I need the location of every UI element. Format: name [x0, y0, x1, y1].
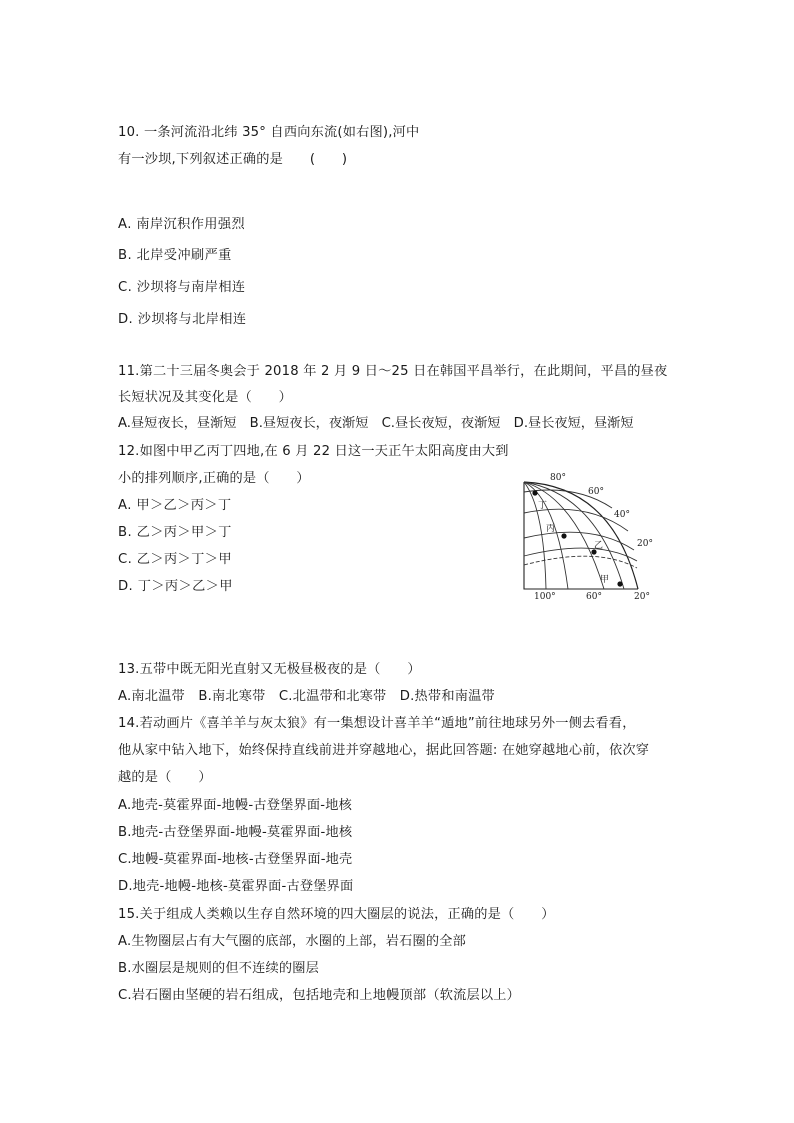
q14-stem-line2: 他从家中钻入地下，始终保持直线前进并穿越地心，据此回答题: 在她穿越地心前，依次穿 — [118, 743, 650, 758]
q10-option-b: B. 北岸受冲刷严重 — [118, 248, 232, 263]
q12-stem-line1: 12.如图中甲乙丙丁四地,在 6 月 22 日这一天正午太阳高度由大到 — [118, 444, 509, 459]
q11-stem-line2: 长短状况及其变化是（ ） — [118, 390, 293, 405]
q10-option-c: C. 沙坝将与南岸相连 — [118, 280, 246, 295]
lon-label-20: 20° — [634, 592, 650, 602]
q12-option-b: B. 乙＞丙＞甲＞丁 — [118, 525, 232, 540]
label-jia: 甲 — [600, 575, 610, 585]
q12-option-a: A. 甲＞乙＞丙＞丁 — [118, 498, 232, 513]
point-bing — [561, 533, 566, 538]
label-yi: 乙 — [594, 541, 604, 551]
q14-option-a: A.地壳-莫霍界面-地幔-古登堡界面-地核 — [118, 798, 353, 813]
lon-label-60: 60° — [586, 592, 602, 602]
q13-stem: 13.五带中既无阳光直射又无极昼极夜的是（ ） — [118, 662, 421, 677]
q14-stem-line3: 越的是（ ） — [118, 770, 212, 785]
latitude-40-line — [524, 532, 634, 550]
q11-stem-line1: 11.第二十三届冬奥会于 2018 年 2 月 9 日～25 日在韩国平昌举行，在此期间，平昌的昼夜 — [118, 364, 668, 379]
meridian-100-line — [524, 482, 568, 589]
q15-option-b: B.水圈层是规则的但不连续的圈层 — [118, 961, 320, 976]
q14-option-d: D.地壳-地幔-地核-莫霍界面-古登堡界面 — [118, 879, 354, 894]
q15-option-c: C.岩石圈由坚硬的岩石组成，包括地壳和上地幔顶部（软流层以上） — [118, 988, 521, 1003]
q10-stem-line1: 10. 一条河流沿北纬 35° 自西向东流(如右图),河中 — [118, 125, 420, 140]
lat-label-40: 40° — [614, 510, 630, 520]
q14-option-b: B.地壳-古登堡界面-地幔-莫霍界面-地核 — [118, 825, 353, 840]
lon-label-100: 100° — [534, 592, 556, 602]
q13-options: A.南北温带 B.南北寒带 C.北温带和北寒带 D.热带和南温带 — [118, 689, 495, 704]
q12-stem-line2: 小的排列顺序,正确的是（ ） — [118, 471, 310, 486]
point-jia — [617, 581, 622, 586]
point-ding — [532, 490, 537, 495]
lat-label-60: 60° — [588, 487, 604, 497]
q12-option-c: C. 乙＞丙＞丁＞甲 — [118, 552, 232, 567]
lat-label-20: 20° — [637, 539, 653, 549]
meridian-20-line — [524, 482, 624, 589]
q10-option-d: D. 沙坝将与北岸相连 — [118, 312, 247, 327]
q10-option-a: A. 南岸沉积作用强烈 — [118, 217, 246, 232]
tropic-dashed-line — [524, 556, 637, 568]
label-bing: 丙 — [546, 524, 556, 534]
q15-stem: 15.关于组成人类赖以生存自然环境的四大圈层的说法，正确的是（ ） — [118, 907, 555, 922]
q14-stem-line1: 14.若动画片《喜羊羊与灰太狼》有一集想设计喜羊羊“遁地”前往地球另外一侧去看看， — [118, 716, 636, 731]
q11-options: A.昼短夜长，昼渐短 B.昼短夜长，夜渐短 C.昼长夜短，夜渐短 D.昼长夜短，昼渐短 — [118, 416, 634, 431]
label-ding: 丁 — [538, 501, 548, 511]
q15-option-a: A.生物圈层占有大气圈的底部，水圈的上部，岩石圈的全部 — [118, 934, 467, 949]
graticule-diagram — [516, 468, 666, 602]
q12-option-d: D. 丁＞丙＞乙＞甲 — [118, 579, 233, 594]
q10-stem-line2: 有一沙坝,下列叙述正确的是 ( ) — [118, 152, 348, 167]
latitude-20-line — [524, 548, 637, 561]
q14-option-c: C.地幔-莫霍界面-地核-古登堡界面-地壳 — [118, 852, 353, 867]
lat-label-80: 80° — [550, 473, 566, 483]
q12-map-figure — [516, 468, 666, 602]
